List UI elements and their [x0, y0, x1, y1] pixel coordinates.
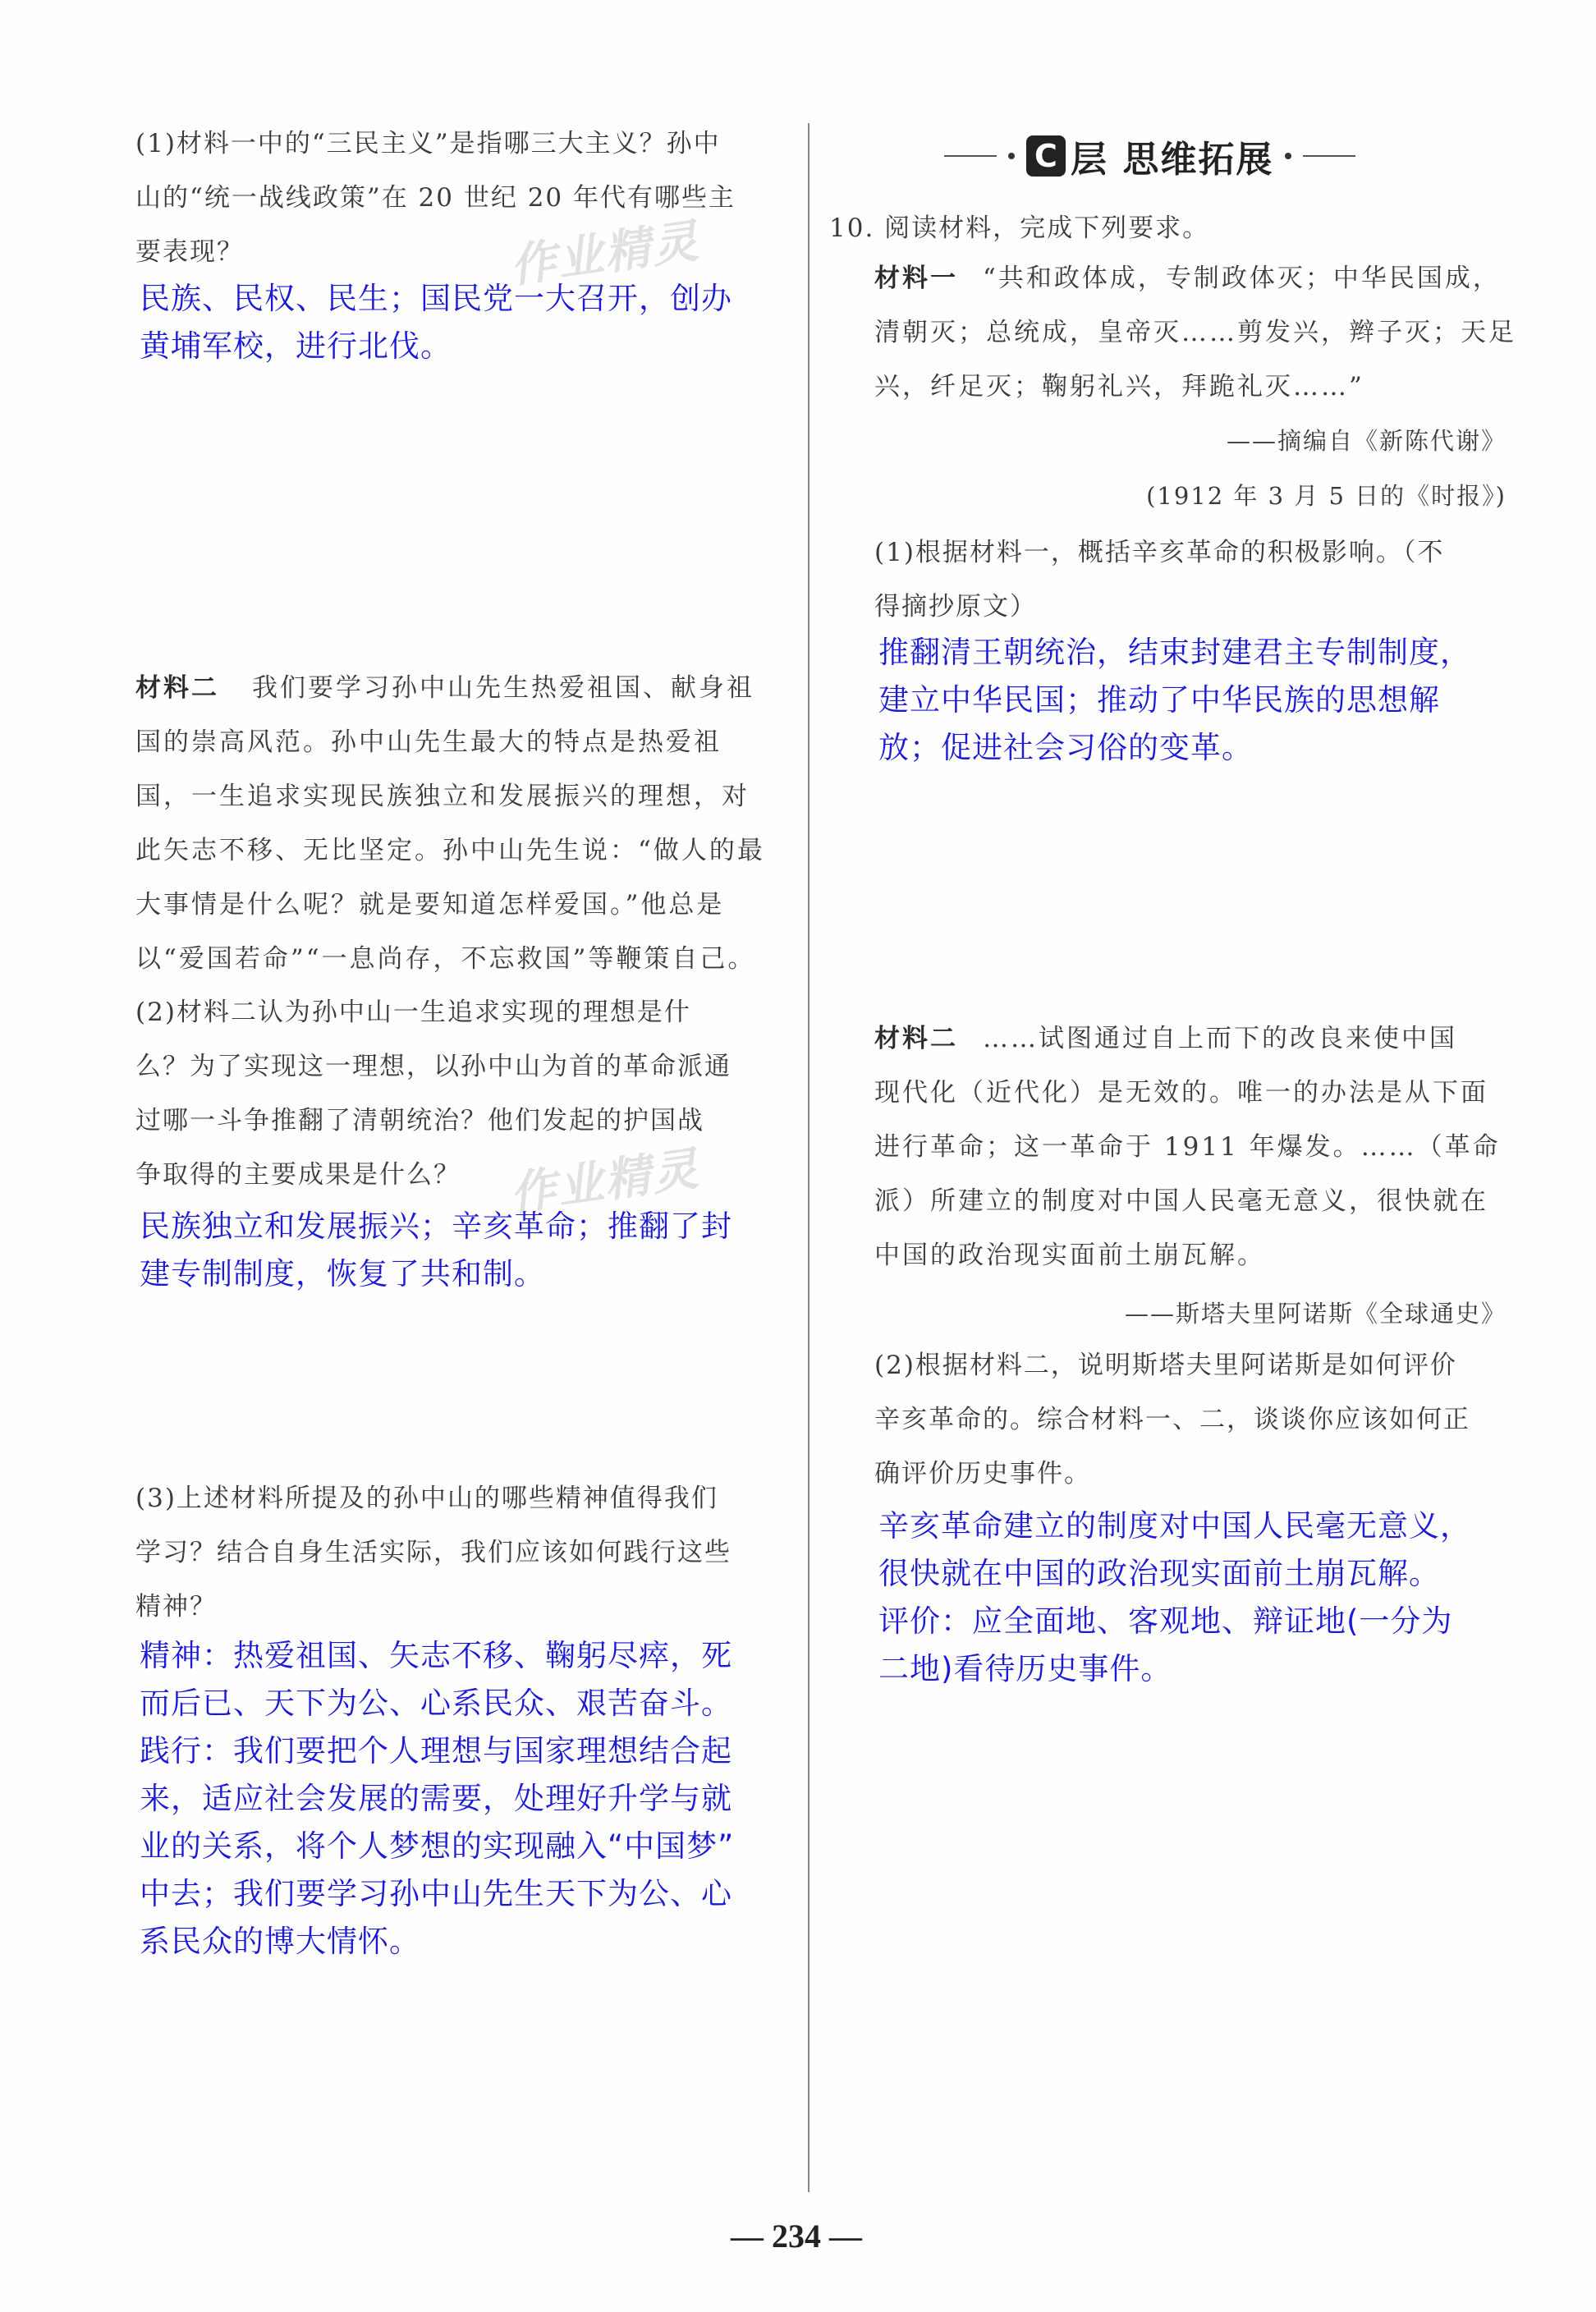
watermark-logo: 作业精灵 — [507, 1142, 704, 1222]
material-1-source: ——摘编自《新陈代谢》 — [1226, 427, 1507, 455]
left-question-3 — [135, 1471, 792, 1634]
answer-line: 二地)看待历史事件。 — [878, 1651, 1172, 1686]
text-line: (1)根据材料一，概括辛亥革命的积极影响。（不 — [874, 538, 1445, 567]
right-answer-2 — [878, 1502, 1543, 1693]
text-line: 争取得的主要成果是什么？ — [135, 1160, 461, 1190]
material-first-line — [135, 661, 792, 715]
right-material-1 — [874, 251, 1531, 414]
material-label: 材料二 — [874, 1024, 958, 1053]
material-line: 此矢志不移、无比坚定。孙中山先生说：“做人的最 — [135, 836, 765, 865]
text-line: 要表现？ — [135, 237, 244, 267]
right-question-1 — [874, 525, 1531, 634]
answer-line: 建专制制度，恢复了共和制。 — [140, 1256, 545, 1291]
answer-line: 践行：我们要把个人理想与国家理想结合起 — [140, 1733, 732, 1768]
answer-line: 系民众的博大情怀。 — [140, 1924, 420, 1959]
text-line: 得摘抄原文） — [874, 592, 1037, 622]
material-line: 派）所建立的制度对中国人民毫无意义，很快就在 — [874, 1186, 1488, 1216]
material-line: 国的崇高风范。孙中山先生最大的特点是热爱祖 — [135, 727, 722, 757]
answer-line: 民族独立和发展振兴；辛亥革命；推翻了封 — [140, 1209, 732, 1244]
text-line: 么？为了实现这一理想，以孙中山为首的革命派通 — [135, 1052, 732, 1081]
header-dot-left — [1008, 153, 1015, 159]
section-header — [944, 130, 1355, 182]
answer-line: 很快就在中国的政治现实面前土崩瓦解。 — [878, 1556, 1440, 1591]
text-line: 山的“统一战线政策”在 20 世纪 20 年代有哪些主 — [135, 183, 736, 213]
text-line: 精神？ — [135, 1592, 217, 1622]
material-text: “共和政体成，专制政体灭；中华民国成， — [983, 264, 1501, 293]
answer-line: 放；促进社会习俗的变革。 — [878, 730, 1253, 765]
material-1-source-date: (1912 年 3 月 5 日的《时报》) — [1146, 482, 1507, 510]
header-dash-right — [1303, 155, 1355, 157]
answer-line: 推翻清王朝统治，结束封建君主专制制度， — [878, 635, 1471, 670]
answer-line: 辛亥革命建立的制度对中国人民毫无意义， — [878, 1508, 1471, 1544]
text-line: (2)材料二认为孙中山一生追求实现的理想是什 — [135, 998, 691, 1027]
answer-line: 黄埔军校，进行北伐。 — [140, 328, 452, 364]
page-number: — 234 — — [731, 2218, 862, 2255]
material-text: ……试图通过自上而下的改良来使中国 — [983, 1024, 1457, 1053]
text-line: (3)上述材料所提及的孙中山的哪些精神值得我们 — [135, 1484, 718, 1513]
answer-line: 业的关系，将个人梦想的实现融入“中国梦” — [140, 1828, 735, 1864]
left-answer-1 — [140, 275, 788, 370]
material-text: 我们要学习孙中山先生热爱祖国、献身祖 — [252, 673, 754, 703]
left-answer-3 — [140, 1632, 788, 1966]
material-line: 进行革命；这一革命于 1911 年爆发。……（革命 — [874, 1132, 1501, 1162]
text-line: (1)材料一中的“三民主义”是指哪三大主义？孙中 — [135, 129, 721, 158]
material-label: 材料二 — [135, 673, 219, 703]
left-material-2 — [135, 661, 792, 986]
answer-line: 来，适应社会发展的需要，处理好升学与就 — [140, 1781, 732, 1816]
material-line: 中国的政治现实面前土崩瓦解。 — [874, 1241, 1265, 1270]
answer-line: 中去；我们要学习孙中山先生天下为公、心 — [140, 1876, 732, 1911]
section-title: 层 思维拓展 — [1071, 139, 1274, 181]
column-divider — [808, 123, 809, 2192]
level-badge: C — [1026, 135, 1066, 177]
text-line: 辛亥革命的。综合材料一、二，谈谈你应该如何正 — [874, 1405, 1470, 1434]
right-question-2 — [874, 1338, 1531, 1501]
material-first-line — [874, 1012, 1531, 1066]
header-dot-right — [1285, 153, 1291, 159]
material-label: 材料一 — [874, 264, 958, 293]
text-line: 过哪一斗争推翻了清朝统治？他们发起的护国战 — [135, 1106, 704, 1135]
material-2-source: ——斯塔夫里阿诺斯《全球通史》 — [1124, 1300, 1507, 1328]
material-line: 清朝灭；总统成，皇帝灭……剪发兴，辫子灭；天足 — [874, 318, 1516, 347]
right-answer-1 — [878, 629, 1543, 772]
left-answer-2 — [140, 1203, 788, 1298]
material-first-line — [874, 251, 1531, 305]
answer-line: 民族、民权、民生；国民党一大召开，创办 — [140, 281, 732, 316]
text-line: 确评价历史事件。 — [874, 1459, 1091, 1489]
text-line: (2)根据材料二，说明斯塔夫里阿诺斯是如何评价 — [874, 1351, 1457, 1380]
answer-line: 评价：应全面地、客观地、辩证地(一分为 — [878, 1603, 1453, 1639]
question-10-intro: 10. 阅读材料，完成下列要求。 — [829, 213, 1210, 243]
text-line: 学习？结合自身生活实际，我们应该如何践行这些 — [135, 1538, 732, 1567]
right-material-2 — [874, 1012, 1531, 1282]
material-line: 大事情是什么呢？就是要知道怎样爱国。”他总是 — [135, 890, 725, 920]
watermark-logo: 作业精灵 — [507, 214, 704, 294]
material-line: 国，一生追求实现民族独立和发展振兴的理想，对 — [135, 782, 750, 811]
material-line: 兴，纤足灭；鞠躬礼兴，拜跪礼灭……” — [874, 372, 1364, 401]
material-line: 现代化（近代化）是无效的。唯一的办法是从下面 — [874, 1078, 1488, 1108]
answer-line: 建立中华民国；推动了中华民族的思想解 — [878, 682, 1440, 718]
answer-line: 而后已、天下为公、心系民众、艰苦奋斗。 — [140, 1686, 732, 1721]
header-dash-left — [944, 155, 997, 157]
material-line: 以“爱国若命”“一息尚存，不忘救国”等鞭策自己。 — [135, 944, 756, 974]
answer-line: 精神：热爱祖国、矢志不移、鞠躬尽瘁，死 — [140, 1638, 732, 1673]
